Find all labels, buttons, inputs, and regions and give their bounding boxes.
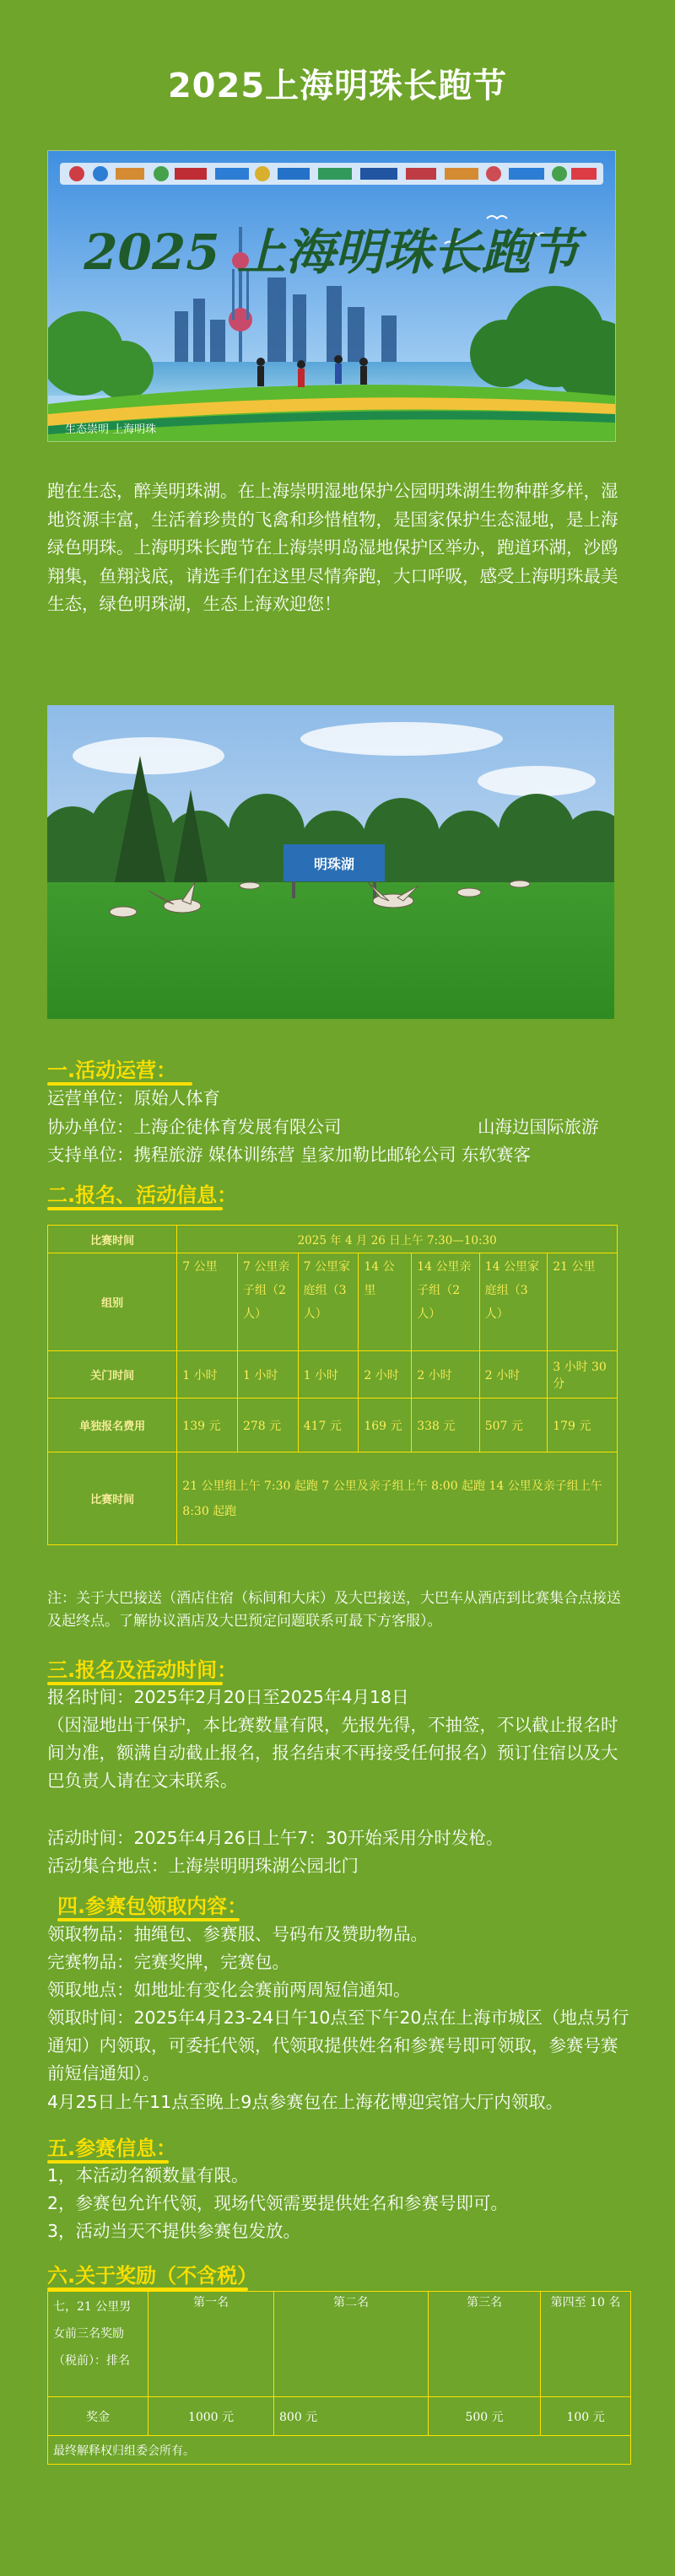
row-start-time-label: 比赛时间 bbox=[48, 1452, 177, 1545]
fee-cell: 179 元 bbox=[548, 1398, 618, 1452]
banner-art-text: 2025 上海明珠长跑节 bbox=[84, 224, 580, 281]
event-banner bbox=[47, 150, 616, 442]
gathering-place: 活动集合地点：上海崇明明珠湖公园北门 bbox=[47, 1856, 359, 1876]
section5-heading: 五.参赛信息： bbox=[47, 2131, 176, 2161]
prize-amount: 800 元 bbox=[274, 2397, 429, 2436]
rank-header: 第二名 bbox=[274, 2292, 429, 2397]
group-cell: 7 公里家庭组（3 人） bbox=[298, 1253, 359, 1351]
close-time-cell: 1 小时 bbox=[298, 1351, 359, 1398]
row-start-time-value: 21 公里组上午 7:30 起跑 7 公里及亲子组上午 8:00 起跑 14 公里及亲子组上午 8:30 起跑 bbox=[177, 1452, 618, 1545]
group-cell: 21 公里 bbox=[548, 1253, 618, 1351]
finisher-items: 完赛物品：完赛奖牌，完赛包。 bbox=[47, 1952, 289, 1972]
fee-cell: 507 元 bbox=[479, 1398, 548, 1452]
operator-line: 运营单位：原始人体育 bbox=[47, 1088, 220, 1108]
group-cell: 14 公里家庭组（3 人） bbox=[479, 1253, 548, 1351]
lake-photo bbox=[47, 705, 614, 1019]
group-cell: 7 公里亲子组（2 人） bbox=[237, 1253, 298, 1351]
fee-cell: 169 元 bbox=[359, 1398, 412, 1452]
rank-header: 第三名 bbox=[429, 2292, 541, 2397]
rank-header: 第一名 bbox=[148, 2292, 274, 2397]
info-item: 1，本活动名额数量有限。 bbox=[47, 2165, 249, 2185]
prize-amount: 100 元 bbox=[541, 2397, 631, 2436]
section3-heading: 三.报名及活动时间： bbox=[47, 1653, 237, 1683]
co-organizer-extra: 山海边国际旅游 bbox=[478, 1117, 599, 1137]
page-title: 2025上海明珠长跑节 bbox=[167, 67, 508, 105]
close-time-cell: 2 小时 bbox=[479, 1351, 548, 1398]
info-item: 2，参赛包允许代领，现场代领需要提供姓名和参赛号即可。 bbox=[47, 2193, 509, 2213]
close-time-cell: 2 小时 bbox=[412, 1351, 480, 1398]
row-group-label: 组别 bbox=[48, 1253, 177, 1351]
registration-time: 报名时间：2025年2月20日至2025年4月18日 bbox=[47, 1687, 409, 1707]
bus-note: 注：关于大巴接送（酒店住宿（标间和大床）及大巴接送，大巴车从酒店到比赛集合点接送及起终点。了解协议酒店及大巴预定问题联系可最下方客服）。 bbox=[47, 1590, 621, 1630]
prize-row-label: 奖金 bbox=[48, 2397, 148, 2436]
section6-heading: 六.关于奖励（不含税） bbox=[47, 2259, 257, 2288]
registration-table bbox=[47, 1225, 618, 1545]
supporters-line: 支持单位：携程旅游 媒体训练营 皇家加勒比邮轮公司 东软赛客 bbox=[47, 1145, 532, 1165]
group-cell: 7 公里 bbox=[177, 1253, 238, 1351]
row-close-time-label: 关门时间 bbox=[48, 1351, 177, 1398]
fee-cell: 338 元 bbox=[412, 1398, 480, 1452]
rank-header: 第四至 10 名 bbox=[541, 2292, 631, 2397]
prize-corner-cell: 七，21 公里男女前三名奖励（税前）：排名 bbox=[48, 2292, 148, 2397]
info-item: 3，活动当天不提供参赛包发放。 bbox=[47, 2221, 301, 2241]
group-cell: 14 公里 bbox=[359, 1253, 412, 1351]
section2-heading: 二.报名、活动信息： bbox=[47, 1178, 237, 1208]
close-time-cell: 2 小时 bbox=[359, 1351, 412, 1398]
fee-cell: 139 元 bbox=[177, 1398, 238, 1452]
pickup-time: 领取时间：2025年4月23-24日午10点至下午20点在上海市城区（地点另行通知）内领取，可委托代领，代领取提供姓名和参赛号即可领取，参赛号赛前短信通知）。 bbox=[47, 2007, 629, 2083]
pickup-extra: 4月25日上午11点至晚上9点参赛包在上海花博迎宾馆大厅内领取。 bbox=[47, 2092, 564, 2112]
fee-cell: 278 元 bbox=[237, 1398, 298, 1452]
row-fee-label: 单独报名费用 bbox=[48, 1398, 177, 1452]
close-time-cell: 1 小时 bbox=[177, 1351, 238, 1398]
park-sign-text: 明珠湖 bbox=[313, 856, 355, 872]
prize-footer: 最终解释权归组委会所有。 bbox=[48, 2436, 631, 2465]
group-cell: 14 公里亲子组（2 人） bbox=[412, 1253, 480, 1351]
row-race-time-value: 2025 年 4 月 26 日上午 7:30—10:30 bbox=[177, 1226, 618, 1253]
pickup-items: 领取物品：抽绳包、参赛服、号码布及赞助物品。 bbox=[47, 1924, 428, 1944]
close-time-cell: 3 小时 30 分 bbox=[548, 1351, 618, 1398]
fee-cell: 417 元 bbox=[298, 1398, 359, 1452]
prize-table bbox=[47, 2291, 631, 2465]
intro-paragraph: 跑在生态，醉美明珠湖。在上海崇明湿地保护公园明珠湖生物种群多样，湿地资源丰富，生活着珍贵的飞禽和珍惜植物，是国家保护生态湿地，是上海绿色明珠。上海明珠长跑节在上海崇明岛湿地保护区举办，跑道环湖，沙鸥翔集，鱼翔浅底，请选手们在这里尽情奔跑，大口呼吸，感受上海明珠最美生态，绿色明珠湖，生态上海欢迎您！ bbox=[47, 481, 618, 614]
row-race-time-label: 比赛时间 bbox=[48, 1226, 177, 1253]
sponsor-logo-strip bbox=[60, 163, 603, 185]
registration-note: （因湿地出于保护，本比赛数量有限，先报先得，不抽签，不以截止报名时间为准，额满自动截止报名，报名结束不再接受任何报名）预订住宿以及大巴负责人请在文末联系。 bbox=[47, 1715, 618, 1791]
banner-logo-text: 生态崇明 上海明珠 bbox=[65, 423, 157, 436]
prize-amount: 500 元 bbox=[429, 2397, 541, 2436]
co-organizer-line: 协办单位：上海企徒体育发展有限公司 bbox=[47, 1117, 342, 1137]
activity-time: 活动时间：2025年4月26日上午7：30开始采用分时发枪。 bbox=[47, 1828, 504, 1848]
section1-heading: 一.活动运营： bbox=[47, 1054, 176, 1083]
close-time-cell: 1 小时 bbox=[237, 1351, 298, 1398]
section4-heading: 四.参赛包领取内容： bbox=[57, 1889, 247, 1919]
prize-amount: 1000 元 bbox=[148, 2397, 274, 2436]
pickup-place: 领取地点：如地址有变化会赛前两周短信通知。 bbox=[47, 1980, 411, 2000]
